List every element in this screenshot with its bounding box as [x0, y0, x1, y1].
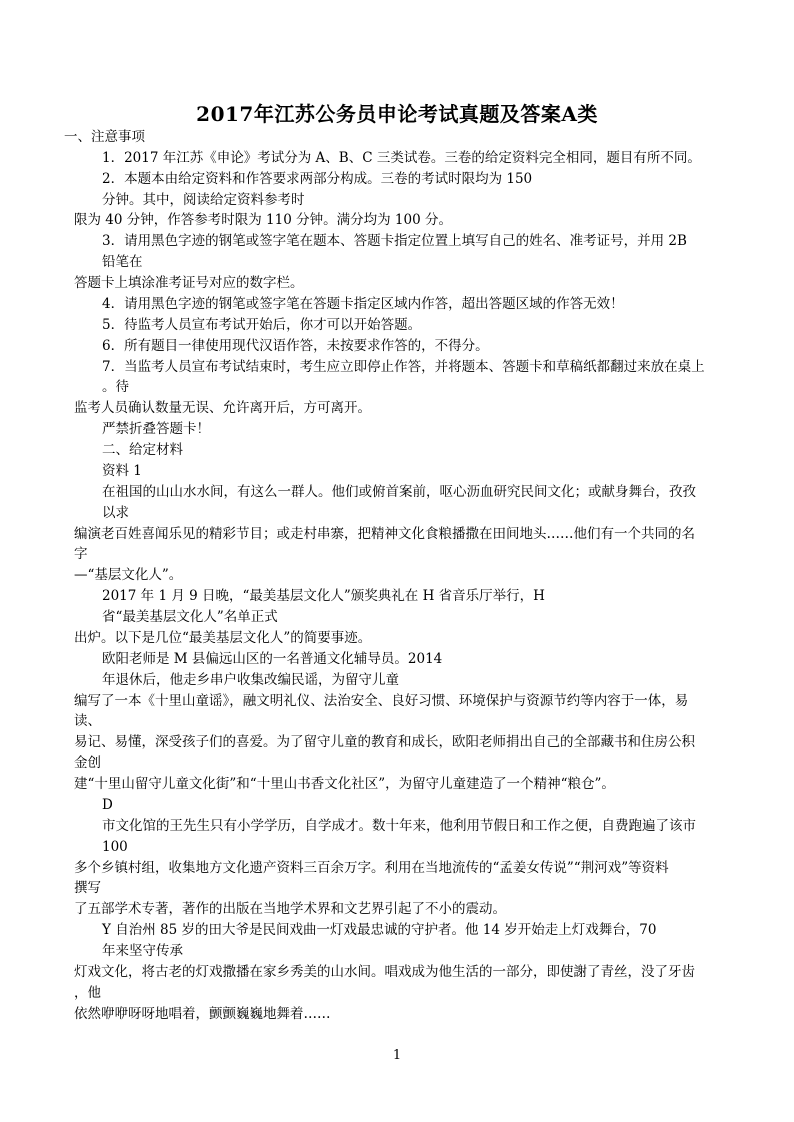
text-line: 年退休后，他走乡串户收集改编民谣，为留守儿童 [102, 672, 399, 688]
text-line: —“基层文化人”。 [74, 567, 183, 583]
text-line: 限为 40 分钟，作答参考时限为 110 分钟。满分均为 100 分。 [74, 212, 452, 228]
text-line: 建“十里山留守儿童文化街”和“十里山书香文化社区”，为留守儿童建造了一个精神“粮仓”。 [74, 776, 615, 792]
text-line: 编写了一本《十里山童谣》，融文明礼仪、法治安全、良好习惯、环境保护与资源节约等内容于一体，易 [74, 693, 689, 709]
text-line: 出炉。以下是几位“最美基层文化人”的简要事迹。 [74, 630, 372, 646]
text-line: 金创 [74, 755, 101, 771]
text-line: 铅笔在 [102, 254, 143, 270]
text-line: 依然咿咿呀呀地唱着，颤颤巍巍地舞着…… [74, 1006, 331, 1022]
text-line: 读、 [74, 713, 101, 729]
text-line: 7．当监考人员宣布考试结束时，考生应立即停止作答，并将题本、答题卡和草稿纸都翻过来放在桌上 [102, 359, 705, 375]
text-line: 5．待监考人员宣布考试开始后，你才可以开始答题。 [102, 317, 422, 333]
text-line: 编演老百姓喜闻乐见的精彩节目；或走村串寨，把精神文化食粮播撒在田间地头……他们有一个共同的名 [74, 526, 695, 542]
text-line: 严禁折叠答题卡！ [102, 421, 210, 437]
text-line: 字 [74, 546, 88, 562]
material-label: 资料 1 [102, 463, 142, 479]
text-line: 灯戏文化，将古老的灯戏撒播在家乡秀美的山水间。唱戏成为他生活的一部分，即使謝了青丝，没了牙齿 [74, 964, 695, 980]
text-line: D [102, 797, 113, 813]
text-line: 2．本题本由给定资料和作答要求两部分构成。三卷的考试时限均为 150 [102, 171, 533, 187]
text-line: 欧阳老师是 M 县偏远山区的一名普通文化辅导员。2014 [102, 651, 443, 667]
text-line: 省“最美基层文化人”名单正式 [102, 609, 278, 625]
text-line: 多个乡镇村组，收集地方文化遗产资料三百余万字。利用在当地流传的“孟姜女传说”“荆河戏”等资料 [74, 860, 669, 876]
text-line: Y 自治州 85 岁的田大爷是民间戏曲一灯戏最忠诚的守护者。他 14 岁开始走上灯戏舞台，70 [102, 922, 657, 938]
text-line: 市文化馆的王先生只有小学学历，自学成才。数十年来，他利用节假日和工作之便，自费跑遍了该市 [102, 818, 696, 834]
text-line: 分钟。其中，阅读给定资料参考时 [102, 192, 305, 208]
text-line: 1．2017 年江苏《申论》考试分为 A、B、C 三类试卷。三卷的给定资料完全相同，题目有所不同。 [102, 150, 701, 166]
text-line: 2017 年 1 月 9 日晚，“最美基层文化人”颁奖典礼在 H 省音乐厅举行，H [102, 588, 545, 604]
document-title: 2017年江苏公务员申论考试真题及答案A类 [196, 102, 598, 126]
text-line: 6．所有题目一律使用现代汉语作答，未按要求作答的，不得分。 [102, 338, 489, 354]
text-line: 3．请用黑色字迹的钢笔或签字笔在题本、答题卡指定位置上填写自己的姓名、准考证号，并用 2B [102, 233, 687, 249]
section-heading-notes: 一、注意事项 [64, 129, 145, 145]
page-number: 1 [392, 1048, 402, 1063]
text-line: 4．请用黑色字迹的钢笔或签字笔在答题卡指定区域内作答，超出答题区域的作答无效！ [102, 296, 624, 312]
text-line: 在祖国的山山水水间，有这么一群人。他们或俯首案前，呕心沥血研究民间文化；或献身舞台，孜孜 [102, 484, 696, 500]
section-heading-materials: 二、给定材料 [102, 442, 183, 458]
text-line: 。待 [102, 379, 129, 395]
text-line: 答题卡上填涂准考证号对应的数字栏。 [74, 275, 304, 291]
text-line: 撰写 [74, 880, 101, 896]
text-line: 以求 [102, 505, 129, 521]
text-line: 了五部学术专著，著作的出版在当地学术界和文艺界引起了不小的震动。 [74, 901, 506, 917]
text-line: ，他 [74, 985, 101, 1001]
text-line: 易记、易懂，深受孩子们的喜爱。为了留守儿童的教育和成长，欧阳老师捐出自己的全部藏书和住房公积 [74, 734, 695, 750]
text-line: 监考人员确认数量无误、允许离开后，方可离开。 [74, 400, 371, 416]
text-line: 100 [102, 839, 128, 855]
text-line: 年来坚守传承 [102, 943, 183, 959]
